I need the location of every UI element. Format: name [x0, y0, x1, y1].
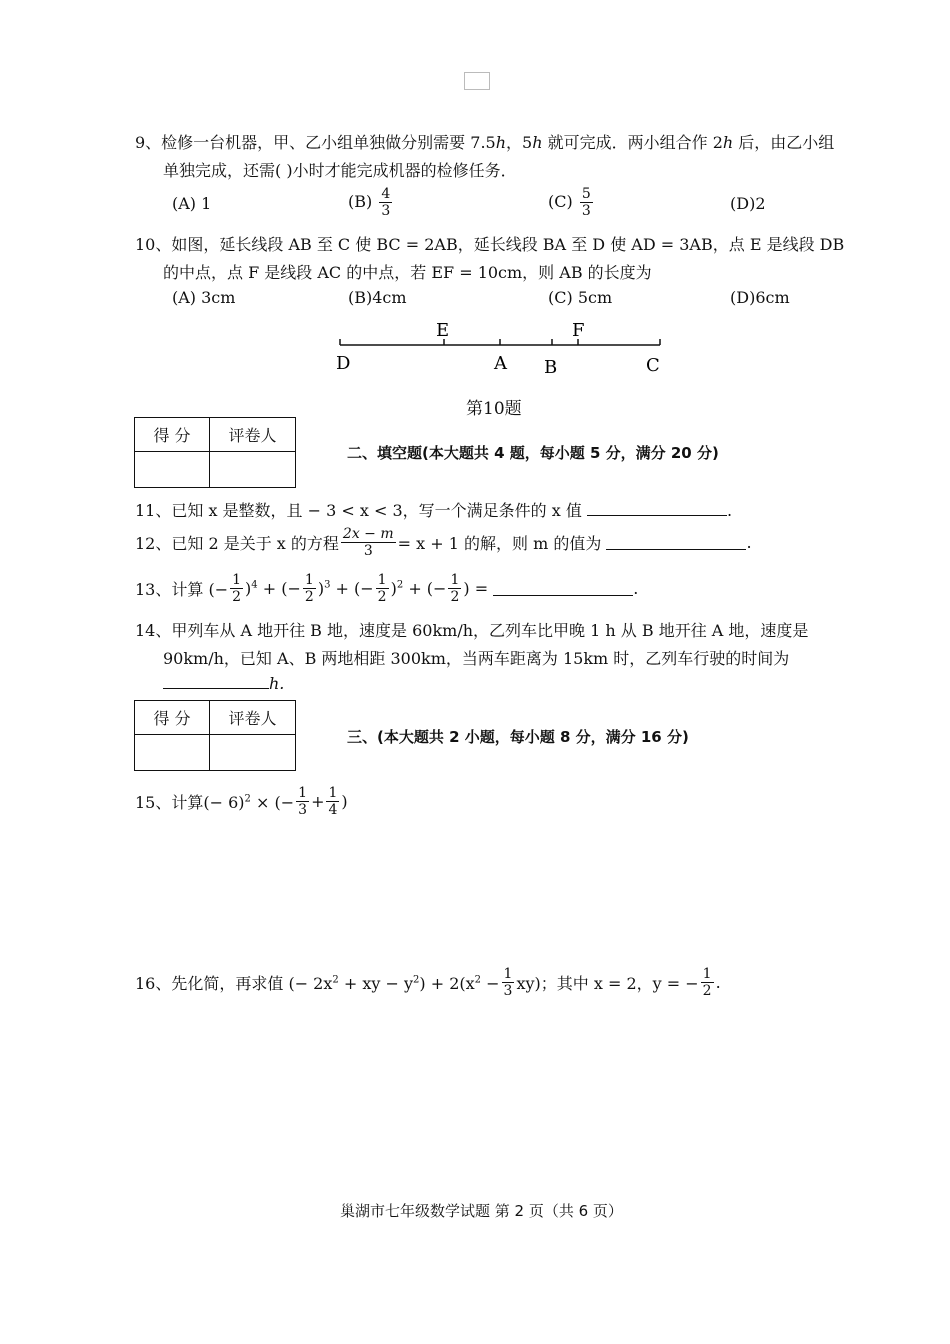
- grader-cell[interactable]: [210, 452, 296, 488]
- q9-option-a: (A) 1: [172, 194, 212, 213]
- q14-answer-blank[interactable]: [163, 674, 269, 689]
- q12: 12、已知 2 是关于 x 的方程 $\frac{2x - m}{3}$ = x + 1 的解，则 m 的值为 .: [135, 526, 752, 559]
- q16-frac-1: $\frac{1}{3}$: [503, 966, 513, 999]
- score-header: 得 分: [135, 418, 210, 452]
- section2-title: 二、填空题(本大题共 4 题，每小题 5 分，满分 20 分): [347, 444, 719, 462]
- q16: 16、先化简，再求值 (− $2x^2$ + xy − $y^2) + 2(x^2$ − $\frac{1}{3}$ xy)；其中 x = 2，y = − $\frac{1}{2}$ .: [135, 966, 721, 999]
- label-a: A: [494, 353, 507, 374]
- q9-line1: 9、检修一台机器，甲、乙小组单独做分别需要 7.5h，5h 就可完成．两小组合作 2h 后，由乙小组: [135, 133, 835, 152]
- q10-option-c: (C) 5cm: [548, 288, 613, 307]
- q12-answer-blank[interactable]: [606, 535, 746, 550]
- q13-answer-blank[interactable]: [493, 581, 633, 596]
- q12-fraction: $\frac{2x - m}{3}$: [342, 526, 394, 559]
- q10-option-d: (D)6cm: [730, 288, 790, 307]
- q10-line2: 的中点，点 F 是线段 AC 的中点，若 EF = 10cm，则 AB 的长度为: [163, 263, 652, 282]
- q10-caption: 第10题: [466, 399, 522, 419]
- label-d: D: [336, 353, 351, 374]
- q13-frac-3: $\frac{1}{2}$: [377, 572, 387, 605]
- q14-line1: 14、甲列车从 A 地开往 B 地，速度是 60km/h，乙列车比甲晚 1 h 从 B 地开往 A 地，速度是: [135, 621, 809, 640]
- q11-answer-blank[interactable]: [587, 501, 727, 516]
- grader-header-2: 评卷人: [210, 701, 296, 735]
- grader-cell-2[interactable]: [210, 735, 296, 771]
- q10-option-a: (A) 3cm: [172, 288, 236, 307]
- score-header-2: 得 分: [135, 701, 210, 735]
- score-cell-2[interactable]: [135, 735, 210, 771]
- q15-frac-2: $\frac{1}{4}$: [328, 785, 338, 818]
- q10-line1: 10、如图，延长线段 AB 至 C 使 BC = 2AB，延长线段 BA 至 D 使 AD = 3AB，点 E 是线段 DB: [135, 235, 845, 254]
- q11: 11、已知 x 是整数，且 − 3 < x < 3，写一个满足条件的 x 值 .: [135, 501, 733, 520]
- q9-option-c-fraction: $\frac{5}{3}$: [581, 186, 591, 219]
- q10-option-b: (B)4cm: [348, 288, 407, 307]
- q14-line3: h.: [163, 674, 284, 693]
- q16-frac-2: $\frac{1}{2}$: [702, 966, 712, 999]
- q9-option-b-fraction: $\frac{4}{3}$: [381, 186, 391, 219]
- q14-line2: 90km/h，已知 A、B 两地相距 300km，当两车距离为 15km 时，乙列车行驶的时间为: [163, 649, 790, 668]
- score-cell[interactable]: [135, 452, 210, 488]
- grader-header: 评卷人: [210, 418, 296, 452]
- header-mark: [464, 72, 490, 90]
- q9-option-b: (B) $\frac{4}{3}$: [348, 186, 391, 219]
- q13: 13、计算 (− $\frac{1}{2}$ )$^4$ + (− $\frac{1}{2}$ )$^3$ + (− $\frac{1}{2}$ )$^2$ + (− $\frac{1}{2}$ ) = .: [135, 572, 639, 605]
- score-box-1: [134, 417, 296, 488]
- q9-line2: 单独完成，还需( )小时才能完成机器的检修任务．: [163, 161, 517, 180]
- q10-figure: [330, 315, 670, 385]
- q15: 15、计算(− 6)$^2$ × (− $\frac{1}{3}$ + $\frac{1}{4}$ ): [135, 785, 348, 818]
- section3-title: 三、(本大题共 2 小题，每小题 8 分，满分 16 分): [347, 728, 689, 746]
- label-c: C: [646, 355, 660, 376]
- q13-frac-1: $\frac{1}{2}$: [232, 572, 242, 605]
- q13-frac-2: $\frac{1}{2}$: [304, 572, 314, 605]
- page-footer: 巢湖市七年级数学试题 第 2 页（共 6 页）: [340, 1202, 623, 1220]
- label-e: E: [436, 320, 450, 341]
- q9-option-c: (C) $\frac{5}{3}$: [548, 186, 591, 219]
- q9-option-d: (D)2: [730, 194, 766, 213]
- q13-frac-4: $\frac{1}{2}$: [450, 572, 460, 605]
- label-b: B: [544, 357, 558, 378]
- q15-frac-1: $\frac{1}{3}$: [298, 785, 308, 818]
- label-f: F: [572, 320, 585, 341]
- score-box-2: [134, 700, 296, 771]
